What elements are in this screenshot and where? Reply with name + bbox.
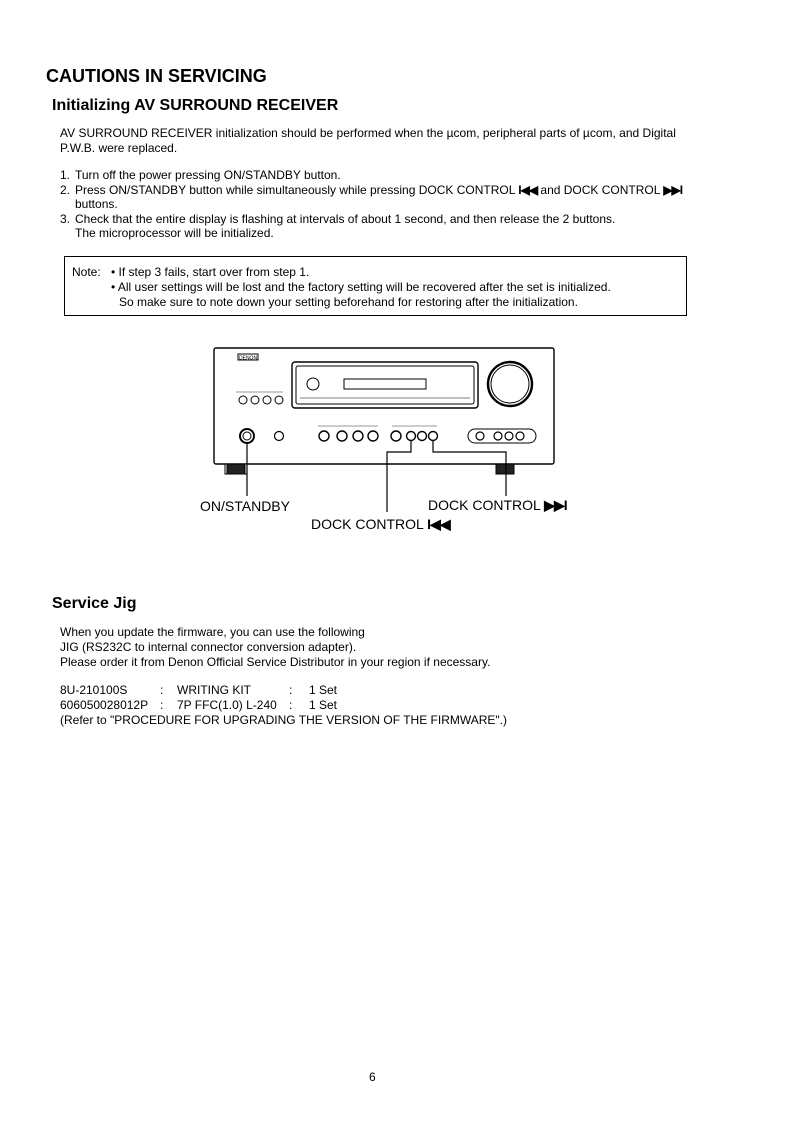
parts-list: [60, 683, 507, 728]
step-1: 1. Turn off the power pressing ON/STANDBY button.: [60, 168, 341, 182]
callout-dock-control-prev: DOCK CONTROL I◀◀: [311, 516, 450, 532]
service-jig-paragraph: [60, 625, 490, 670]
jig-line-3: Please order it from Denon Official Service Distributor in your region if necessary.: [60, 655, 491, 669]
display-window: [292, 362, 478, 408]
intro-line-2: P.W.B. were replaced.: [60, 141, 178, 155]
next-symbol: ▶▶I: [663, 182, 683, 197]
note-line-1: • If step 3 fails, start over from step 1.: [111, 265, 310, 279]
note-box: [64, 256, 687, 316]
intro-line-1: AV SURROUND RECEIVER initialization should be performed when the µcom, peripheral parts of µcom, and Digital: [60, 126, 676, 140]
volume-knob: [488, 362, 532, 406]
jig-line-2: JIG (RS232C to internal connector conversion adapter).: [60, 640, 357, 654]
prev-symbol: I◀◀: [518, 182, 538, 197]
steps-list: [60, 168, 682, 241]
dock-control-prev-button: [407, 432, 416, 441]
step-2-cont: buttons.: [75, 197, 118, 212]
callout-prev-symbol: I◀◀: [427, 516, 450, 532]
note-items: [111, 265, 611, 310]
callout-on-standby: ON/STANDBY: [200, 498, 290, 514]
receiver-front-panel-diagram: [0, 340, 793, 540]
part-row: 606050028012P : 7P FFC(1.0) L-240 : 1 Set: [60, 698, 338, 712]
intro-paragraph: [60, 126, 676, 156]
section-heading-initializing: Initializing AV SURROUND RECEIVER: [52, 97, 339, 114]
refer-note: (Refer to "PROCEDURE FOR UPGRADING THE VERSION OF THE FIRMWARE".): [60, 713, 508, 727]
jig-line-1: When you update the firmware, you can use the following: [60, 625, 365, 639]
section-heading-service-jig: Service Jig: [52, 595, 137, 612]
step-2: 2. Press ON/STANDBY button while simultaneously while pressing DOCK CONTROL I◀◀ and DOCK CONTROL ▶▶I: [60, 182, 683, 197]
part-row: 8U-210100S : WRITING KIT : 1 Set: [60, 683, 338, 697]
page-number: 6: [369, 1070, 376, 1084]
note-line-2: • All user settings will be lost and the factory setting will be recovered after the set is initialized.: [111, 280, 611, 294]
page-title: CAUTIONS IN SERVICING: [46, 66, 267, 86]
dock-control-next-button: [429, 432, 438, 441]
callout-next-symbol: ▶▶I: [544, 497, 567, 513]
callout-dock-control-next: DOCK CONTROL ▶▶I: [428, 497, 567, 513]
step-3-cont: The microprocessor will be initialized.: [75, 226, 274, 241]
on-standby-button: [240, 429, 254, 443]
step-3: 3. Check that the entire display is flashing at intervals of about 1 second, and then release the 2 buttons.: [60, 211, 616, 226]
note-label: Note:: [72, 265, 101, 279]
brand-logo: DENON: [239, 355, 258, 362]
note-line-3: So make sure to note down your setting beforehand for restoring after the initialization.: [119, 295, 578, 309]
